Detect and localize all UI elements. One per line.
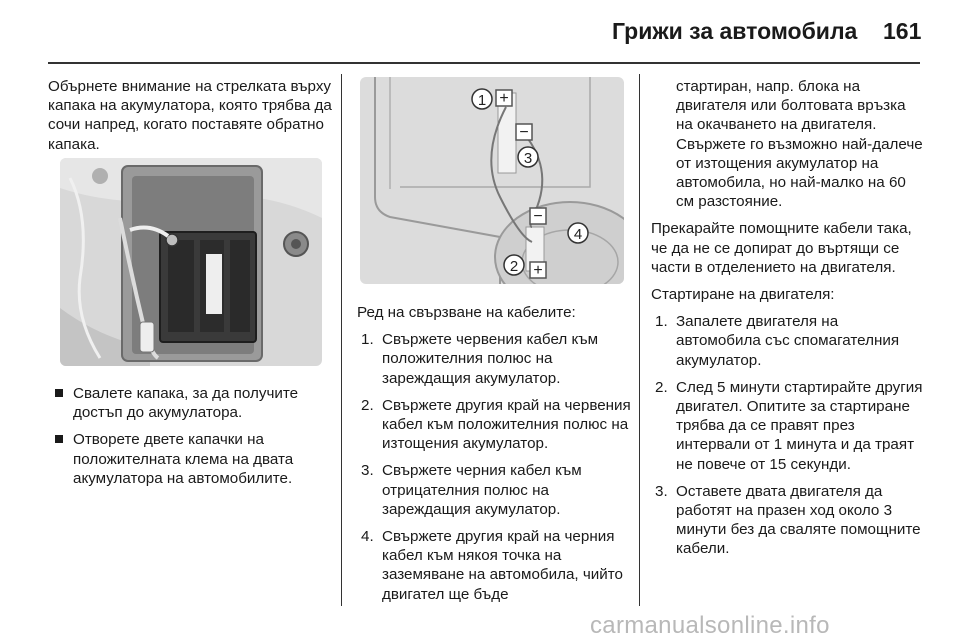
battery-photo xyxy=(60,158,322,366)
engine-start-heading: Стартиране на двигателя: xyxy=(651,286,835,304)
column-divider-2 xyxy=(639,74,640,606)
page-number: 161 xyxy=(883,18,922,44)
bullet-item: Отворете двете капачки на положителната клема на двата акумулатора на автомобилите. xyxy=(48,430,333,488)
plus-sign-top: + xyxy=(499,90,509,107)
watermark: carmanualsonline.info xyxy=(590,612,830,639)
bullet-item: Свалете капака, за да получите достъп до акумулатора. xyxy=(48,384,333,422)
step-item: 3. Свържете черния кабел към отрицателния полюс на зареждащия акумулатор. xyxy=(361,462,582,518)
step-item: 2. След 5 минути стартирайте другия двигател. Опитите за стартиране трябва да се правят през интервали от 1 минута и да траят не повече от 15 секунди. xyxy=(655,378,923,473)
column-1 xyxy=(48,77,333,162)
step-item: 1. Запалете двигателя на автомобила със спомагателния акумулатор. xyxy=(655,313,900,369)
step-item: 4. Свържете другия край на черния кабел към някоя точка на заземяване на автомобила, чийто двигател ще бъде xyxy=(361,528,623,603)
cable-connection-diagram xyxy=(360,77,624,284)
step-item: 2. Свържете другия край на червения кабел към положителния полюс на изтощения акумулатор. xyxy=(361,396,631,453)
column-1-list xyxy=(48,384,333,496)
header-rule xyxy=(48,62,920,64)
square-bullet-icon xyxy=(55,389,63,397)
cable-routing-paragraph: Прекарайте помощните кабели така, че да не се допират до въртящи се части в отделението на двигателя. xyxy=(651,220,912,276)
square-bullet-icon xyxy=(55,435,63,443)
column-2 xyxy=(357,303,633,612)
diagram-label-2: 2 xyxy=(509,258,519,275)
step-item: 1. Свържете червения кабел към положителния полюс на зареждащия акумулатор. xyxy=(361,331,599,387)
intro-paragraph: Обърнете внимание на стрелката върху капака на акумулатора, която трябва да сочи напред, когато поставяте обратно капака. xyxy=(48,78,332,153)
step-item: 3. Оставете двата двигателя да работят на празен ход около 3 минути без да сваляте помощните кабели. xyxy=(655,482,921,558)
continuation-paragraph: стартиран, напр. блока на двигателя или болтовата връзка на окачването на двигателя. Свържете го възможно най-далече от изтощения акумулатор на автомобила, но най-малко на 60 см разстояние. xyxy=(676,78,923,211)
plus-sign-bottom: + xyxy=(533,262,543,279)
page-header-title: Грижи за автомобила xyxy=(612,18,858,44)
diagram-label-4: 4 xyxy=(573,226,583,243)
minus-sign-top: − xyxy=(519,124,529,141)
column-divider-1 xyxy=(341,74,342,606)
minus-sign-bottom: − xyxy=(533,208,543,225)
column-3 xyxy=(651,77,923,567)
connection-order-heading: Ред на свързване на кабелите: xyxy=(357,304,576,321)
diagram-label-3: 3 xyxy=(523,150,533,167)
diagram-label-1: 1 xyxy=(477,92,487,109)
